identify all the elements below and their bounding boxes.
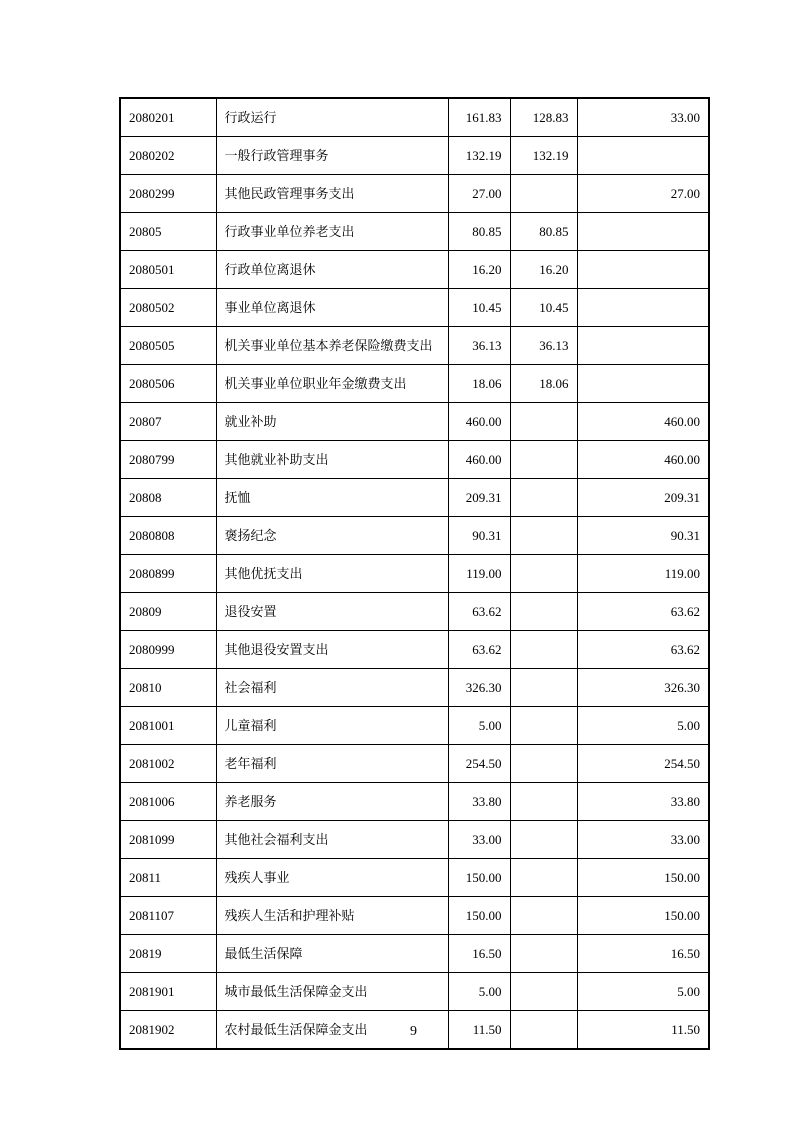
cell-amount-2 — [510, 973, 577, 1011]
cell-name: 就业补助 — [216, 403, 448, 441]
cell-amount-2 — [510, 783, 577, 821]
table-row — [120, 479, 709, 517]
cell-amount-1: 132.19 — [448, 137, 510, 175]
cell-amount-1: 150.00 — [448, 859, 510, 897]
cell-amount-3: 460.00 — [577, 403, 709, 441]
cell-amount-3 — [577, 289, 709, 327]
cell-name: 其他优抚支出 — [216, 555, 448, 593]
cell-code: 20810 — [120, 669, 216, 707]
cell-amount-3: 254.50 — [577, 745, 709, 783]
table-row — [120, 821, 709, 859]
table-row — [120, 98, 709, 137]
cell-amount-3: 150.00 — [577, 897, 709, 935]
cell-amount-1: 90.31 — [448, 517, 510, 555]
cell-code: 20811 — [120, 859, 216, 897]
cell-code: 2080501 — [120, 251, 216, 289]
cell-amount-3: 90.31 — [577, 517, 709, 555]
table-row — [120, 935, 709, 973]
cell-name: 一般行政管理事务 — [216, 137, 448, 175]
cell-amount-3 — [577, 251, 709, 289]
table-row — [120, 517, 709, 555]
cell-amount-2: 132.19 — [510, 137, 577, 175]
cell-amount-2 — [510, 897, 577, 935]
table-row — [120, 631, 709, 669]
cell-amount-2 — [510, 479, 577, 517]
cell-name: 机关事业单位基本养老保险缴费支出 — [216, 327, 448, 365]
cell-code: 2081006 — [120, 783, 216, 821]
cell-code: 2081902 — [120, 1011, 216, 1050]
cell-amount-3: 150.00 — [577, 859, 709, 897]
cell-amount-1: 10.45 — [448, 289, 510, 327]
cell-amount-3: 326.30 — [577, 669, 709, 707]
cell-code: 2081901 — [120, 973, 216, 1011]
table-row — [120, 403, 709, 441]
cell-amount-3 — [577, 137, 709, 175]
table-row — [120, 669, 709, 707]
cell-amount-1: 11.50 — [448, 1011, 510, 1050]
table-row — [120, 137, 709, 175]
cell-name: 城市最低生活保障金支出 — [216, 973, 448, 1011]
cell-amount-1: 5.00 — [448, 707, 510, 745]
cell-name: 其他就业补助支出 — [216, 441, 448, 479]
cell-code: 2081002 — [120, 745, 216, 783]
cell-name: 社会福利 — [216, 669, 448, 707]
cell-amount-1: 63.62 — [448, 593, 510, 631]
cell-name: 退役安置 — [216, 593, 448, 631]
cell-amount-2 — [510, 593, 577, 631]
table-row — [120, 441, 709, 479]
cell-amount-2 — [510, 935, 577, 973]
cell-amount-3: 63.62 — [577, 631, 709, 669]
table-row — [120, 973, 709, 1011]
cell-code: 20808 — [120, 479, 216, 517]
cell-amount-1: 150.00 — [448, 897, 510, 935]
budget-table — [119, 97, 710, 1050]
cell-amount-1: 33.80 — [448, 783, 510, 821]
table-row — [120, 707, 709, 745]
cell-amount-3: 33.80 — [577, 783, 709, 821]
cell-amount-2 — [510, 517, 577, 555]
cell-amount-1: 5.00 — [448, 973, 510, 1011]
budget-table-body — [120, 98, 709, 1049]
table-row — [120, 251, 709, 289]
cell-amount-1: 63.62 — [448, 631, 510, 669]
cell-amount-2 — [510, 631, 577, 669]
cell-amount-2 — [510, 441, 577, 479]
cell-code: 2081107 — [120, 897, 216, 935]
cell-amount-1: 254.50 — [448, 745, 510, 783]
cell-code: 20809 — [120, 593, 216, 631]
cell-code: 2080899 — [120, 555, 216, 593]
cell-amount-1: 326.30 — [448, 669, 510, 707]
cell-amount-1: 209.31 — [448, 479, 510, 517]
cell-name: 农村最低生活保障金支出 — [216, 1011, 448, 1050]
cell-code: 20819 — [120, 935, 216, 973]
cell-code: 2080505 — [120, 327, 216, 365]
cell-name: 行政运行 — [216, 98, 448, 137]
cell-amount-3: 460.00 — [577, 441, 709, 479]
cell-amount-1: 460.00 — [448, 403, 510, 441]
cell-amount-1: 80.85 — [448, 213, 510, 251]
cell-name: 行政单位离退休 — [216, 251, 448, 289]
cell-name: 其他社会福利支出 — [216, 821, 448, 859]
cell-name: 其他民政管理事务支出 — [216, 175, 448, 213]
table-row — [120, 213, 709, 251]
cell-amount-2 — [510, 859, 577, 897]
cell-amount-2: 10.45 — [510, 289, 577, 327]
table-row — [120, 745, 709, 783]
table-row — [120, 897, 709, 935]
table-row — [120, 289, 709, 327]
table-row — [120, 327, 709, 365]
cell-code: 2080506 — [120, 365, 216, 403]
cell-amount-1: 33.00 — [448, 821, 510, 859]
cell-code: 2080799 — [120, 441, 216, 479]
cell-name: 行政事业单位养老支出 — [216, 213, 448, 251]
cell-amount-3 — [577, 365, 709, 403]
cell-amount-2: 128.83 — [510, 98, 577, 137]
cell-amount-1: 161.83 — [448, 98, 510, 137]
table-row — [120, 859, 709, 897]
cell-name: 老年福利 — [216, 745, 448, 783]
cell-code: 2081001 — [120, 707, 216, 745]
cell-amount-2: 80.85 — [510, 213, 577, 251]
cell-amount-3: 27.00 — [577, 175, 709, 213]
cell-amount-2 — [510, 555, 577, 593]
table-row — [120, 555, 709, 593]
table-row — [120, 365, 709, 403]
cell-amount-2 — [510, 707, 577, 745]
cell-code: 2080202 — [120, 137, 216, 175]
cell-name: 机关事业单位职业年金缴费支出 — [216, 365, 448, 403]
table-row — [120, 175, 709, 213]
cell-amount-2 — [510, 669, 577, 707]
cell-amount-1: 27.00 — [448, 175, 510, 213]
cell-amount-3: 63.62 — [577, 593, 709, 631]
cell-amount-3 — [577, 213, 709, 251]
cell-amount-3: 119.00 — [577, 555, 709, 593]
cell-code: 2080502 — [120, 289, 216, 327]
cell-amount-2 — [510, 745, 577, 783]
cell-code: 20807 — [120, 403, 216, 441]
cell-code: 2080999 — [120, 631, 216, 669]
cell-amount-3: 33.00 — [577, 821, 709, 859]
cell-name: 抚恤 — [216, 479, 448, 517]
cell-amount-1: 16.20 — [448, 251, 510, 289]
table-row — [120, 593, 709, 631]
cell-name: 其他退役安置支出 — [216, 631, 448, 669]
cell-amount-1: 16.50 — [448, 935, 510, 973]
cell-name: 养老服务 — [216, 783, 448, 821]
cell-name: 褒扬纪念 — [216, 517, 448, 555]
cell-amount-3: 11.50 — [577, 1011, 709, 1050]
cell-amount-3: 16.50 — [577, 935, 709, 973]
cell-amount-1: 119.00 — [448, 555, 510, 593]
cell-name: 儿童福利 — [216, 707, 448, 745]
cell-amount-1: 36.13 — [448, 327, 510, 365]
cell-name: 最低生活保障 — [216, 935, 448, 973]
cell-amount-3: 5.00 — [577, 973, 709, 1011]
table-row — [120, 783, 709, 821]
cell-amount-2 — [510, 403, 577, 441]
cell-code: 2080201 — [120, 98, 216, 137]
cell-name: 事业单位离退休 — [216, 289, 448, 327]
cell-amount-3: 5.00 — [577, 707, 709, 745]
cell-name: 残疾人生活和护理补贴 — [216, 897, 448, 935]
cell-amount-3 — [577, 327, 709, 365]
cell-code: 2080808 — [120, 517, 216, 555]
cell-amount-2: 16.20 — [510, 251, 577, 289]
cell-code: 20805 — [120, 213, 216, 251]
cell-amount-2: 18.06 — [510, 365, 577, 403]
cell-name: 残疾人事业 — [216, 859, 448, 897]
page-number: 9 — [410, 1024, 417, 1039]
cell-amount-1: 460.00 — [448, 441, 510, 479]
cell-amount-2 — [510, 175, 577, 213]
cell-code: 2081099 — [120, 821, 216, 859]
cell-amount-3: 33.00 — [577, 98, 709, 137]
cell-code: 2080299 — [120, 175, 216, 213]
cell-amount-2: 36.13 — [510, 327, 577, 365]
cell-amount-3: 209.31 — [577, 479, 709, 517]
cell-amount-1: 18.06 — [448, 365, 510, 403]
cell-amount-2 — [510, 821, 577, 859]
